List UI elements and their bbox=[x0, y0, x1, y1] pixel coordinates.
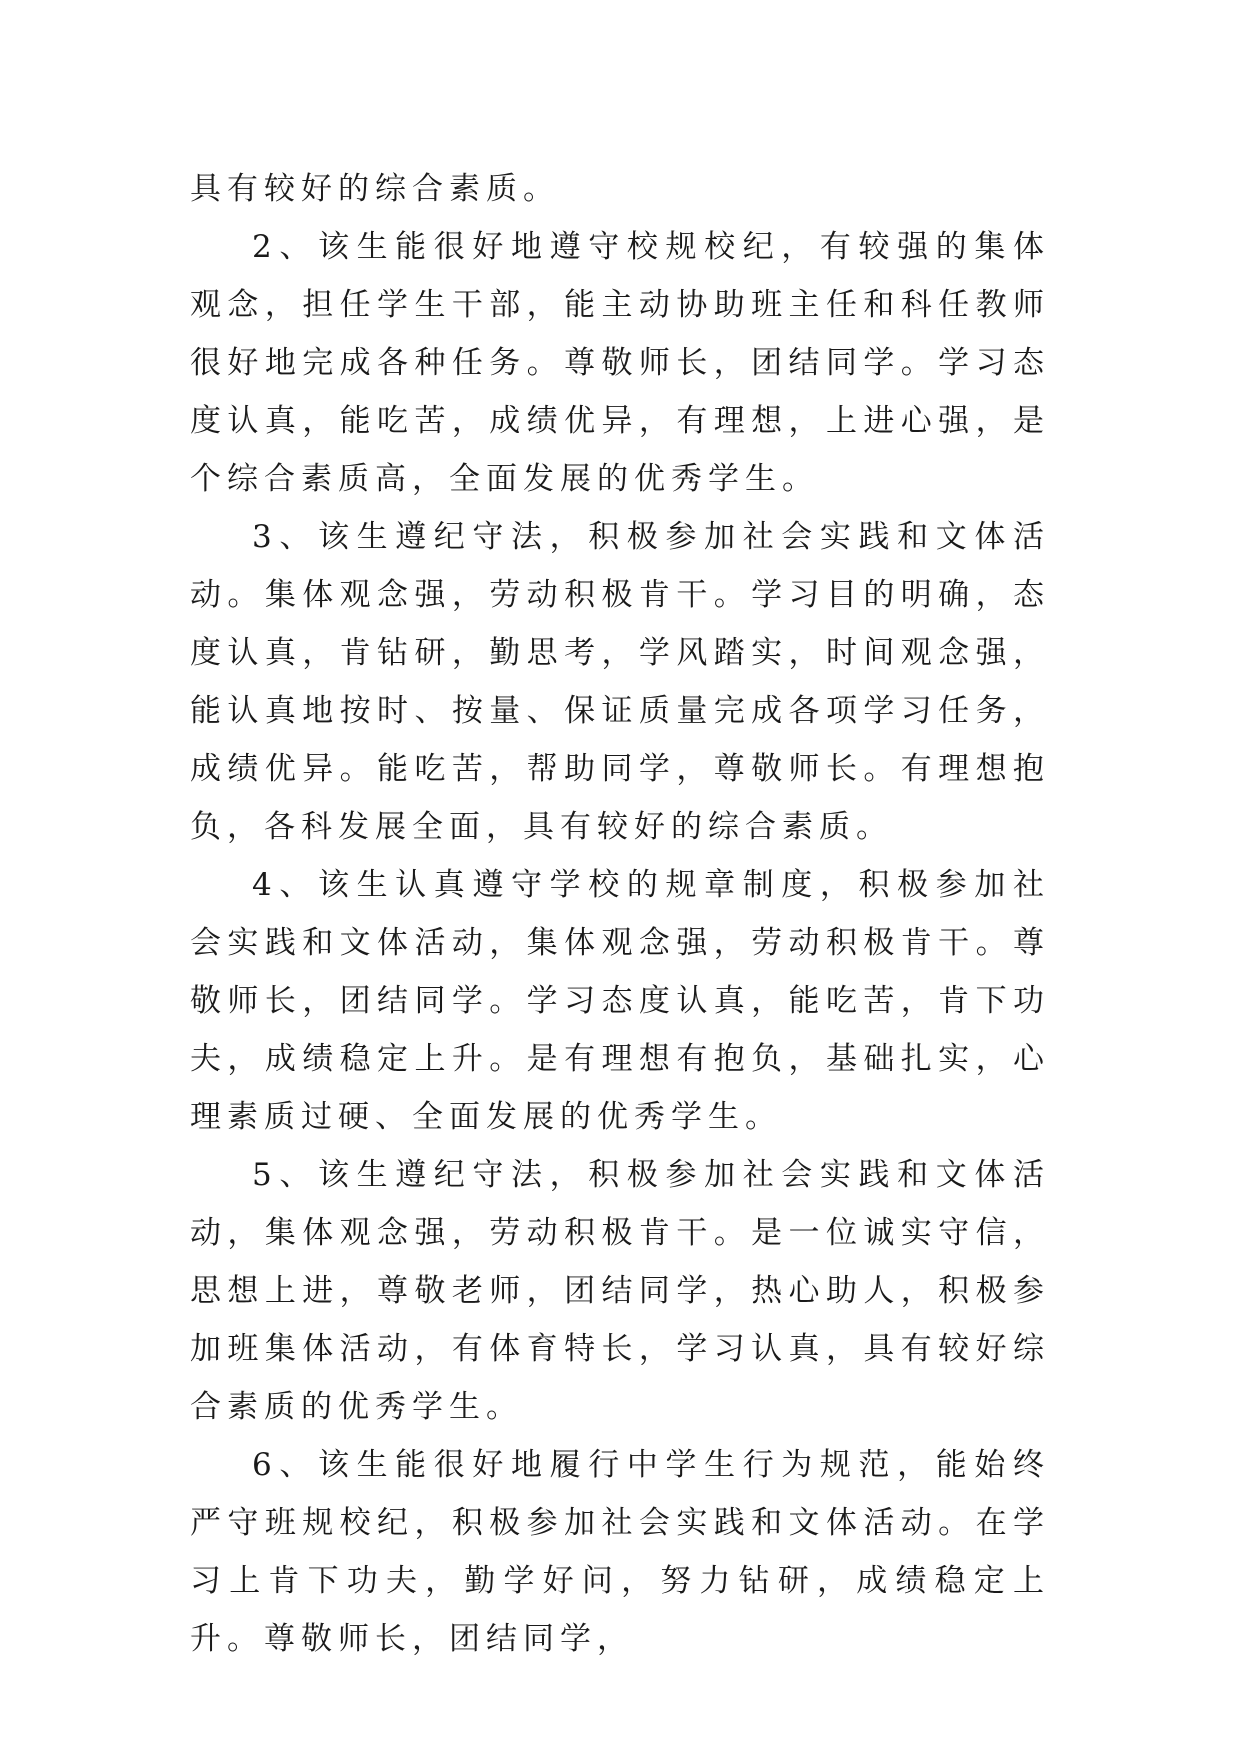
document-body bbox=[190, 160, 1050, 1668]
paragraph-item-5: 5、该生遵纪守法，积极参加社会实践和文体活动，集体观念强，劳动积极肯干。是一位诚实守信，思想上进，尊敬老师，团结同学，热心助人，积极参加班集体活动，有体育特长，学习认真，具有较好综合素质的优秀学生。 bbox=[190, 1157, 1050, 1425]
paragraph-item-4: 4、该生认真遵守学校的规章制度，积极参加社会实践和文体活动，集体观念强，劳动积极肯干。尊敬师长，团结同学。学习态度认真，能吃苦，肯下功夫，成绩稳定上升。是有理想有抱负，基础扎实，心理素质过硬、全面发展的优秀学生。 bbox=[190, 867, 1050, 1135]
paragraph-continuation: 具有较好的综合素质。 bbox=[190, 171, 560, 207]
paragraph-item-2: 2、该生能很好地遵守校规校纪，有较强的集体观念，担任学生干部，能主动协助班主任和科任教师很好地完成各种任务。尊敬师长，团结同学。学习态度认真，能吃苦，成绩优异，有理想，上进心强，是个综合素质高，全面发展的优秀学生。 bbox=[190, 229, 1050, 497]
paragraph-item-6: 6、该生能很好地履行中学生行为规范，能始终严守班规校纪，积极参加社会实践和文体活动。在学习上肯下功夫，勤学好问，努力钻研，成绩稳定上升。尊敬师长，团结同学， bbox=[190, 1447, 1050, 1657]
paragraph-item-3: 3、该生遵纪守法，积极参加社会实践和文体活动。集体观念强，劳动积极肯干。学习目的明确，态度认真，肯钻研，勤思考，学风踏实，时间观念强，能认真地按时、按量、保证质量完成各项学习任务，成绩优异。能吃苦，帮助同学，尊敬师长。有理想抱负，各科发展全面，具有较好的综合素质。 bbox=[190, 519, 1050, 845]
